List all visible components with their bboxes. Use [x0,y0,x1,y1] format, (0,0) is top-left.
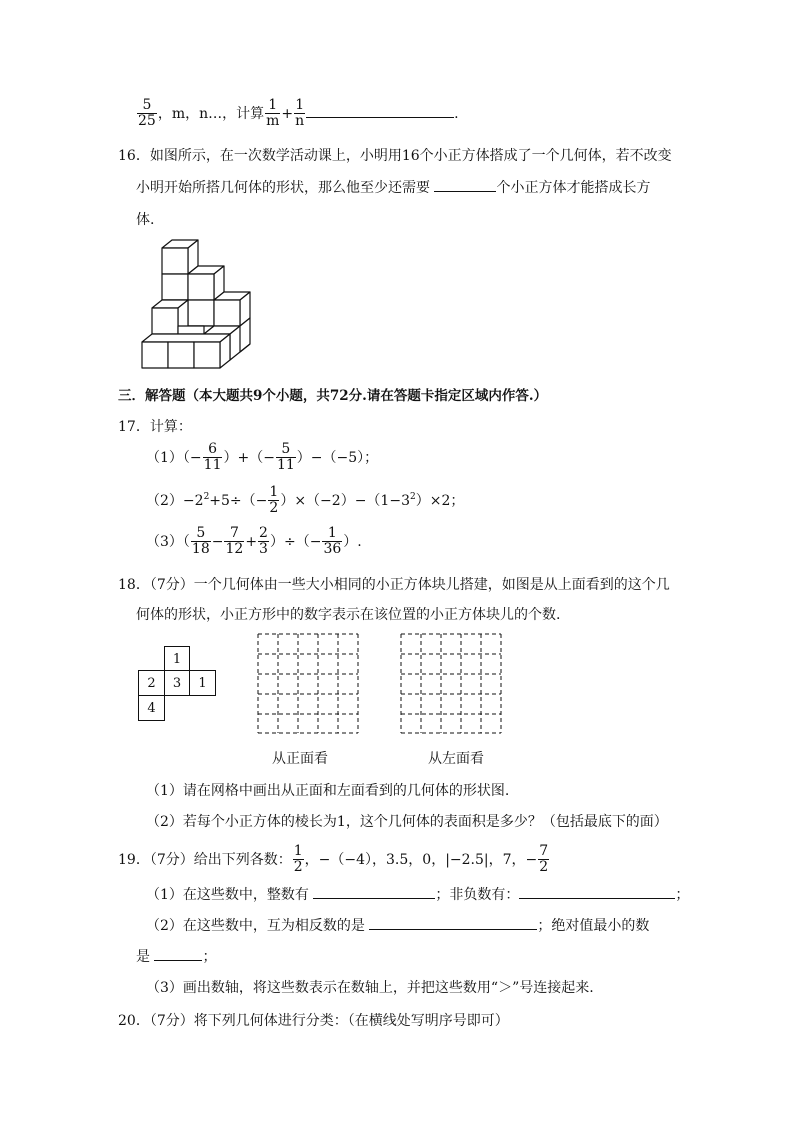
left-view-label: 从左面看 [428,751,484,767]
q19-sub1: （1）在这些数中，整数有 ；非负数有： ； [146,887,690,903]
fraction: $\frac{5}{11}$ [276,441,295,474]
fraction: $\frac{1}{n}$ [295,97,305,130]
q17-title: 17．计算： [118,419,192,435]
q19-line1: 19．（7分）给出下列各数： $\frac{1}{2}$ ，−（−4），3.5，0，|−2.5|，7，− $\frac{7}{2}$ [118,843,549,876]
nonnegative-answer-blank[interactable] [519,898,675,899]
q20-line1: 20．（7分）将下列几何体进行分类：（在横线处写明序号即可） [118,1013,509,1029]
fraction: $\frac{7}{2}$ [539,843,549,876]
fraction: $\frac{5}{18}$ [191,525,210,558]
q17-part1: （1）（− $\frac{6}{11}$ ）+（− $\frac{5}{11}$ ）−（−5）； [146,441,379,474]
fraction: $\frac{5}{25}$ [138,97,156,130]
q17-part2: $(2)-2^2+5\div(-$ $\frac{1}{2}$ ）$\times(-2)-(1-3^2)\times 2$； [146,484,465,517]
fraction: $\frac{2}{3}$ [259,525,268,558]
q19-sub3: （3）画出数轴，将这些数表示在数轴上，并把这些数用“＞”号连接起来. [146,980,594,996]
fraction: $\frac{1}{m}$ [266,97,280,130]
top-view-cell: 3 [164,670,190,696]
top-view-cell: 2 [138,670,165,696]
q18-line2: 何体的形状，小正方形中的数字表示在该位置的小正方体块儿的个数. [136,607,561,623]
q18-line1: 18．（7分）一个几何体由一些大小相同的小正方体块儿搭建，如图是从上面看到的这个几 [118,577,670,593]
section-3-heading: 三．解答题（本大题共9个小题，共72分.请在答题卡指定区域内作答.） [118,388,548,404]
top-view-cell: 1 [189,670,216,696]
top-view-cell: 4 [138,695,165,721]
q19-sub2-cont: 是 ； [136,949,217,965]
q18-sub1: （1）请在网格中画出从正面和左面看到的几何体的形状图. [146,783,510,799]
front-view-answer-grid[interactable] [258,634,360,734]
left-view-answer-grid[interactable] [401,634,503,734]
front-view-label: 从正面看 [272,751,328,767]
opposites-answer-blank[interactable] [369,929,537,930]
fraction: $\frac{1}{36}$ [323,525,342,558]
q16-line2: 小明开始所搭几何体的形状，那么他至少还需要 个小正方体才能搭成长方 [136,180,651,196]
fraction: $\frac{1}{2}$ [269,484,279,517]
fraction: $\frac{7}{12}$ [225,525,244,558]
q16-line1: 16．如图所示，在一次数学活动课上，小明用16个小正方体搭成了一个几何体，若不改变 [118,148,672,164]
min-abs-answer-blank[interactable] [154,960,202,961]
fraction: $\frac{6}{11}$ [203,441,222,474]
q18-sub2: （2）若每个小正方体的棱长为1，这个几何体的表面积是多少？（包括最底下的面） [146,814,668,830]
fraction: $\frac{1}{2}$ [293,843,303,876]
q15-tail: $\frac{5}{25}$ ，m，n…，计算 $\frac{1}{m}$ + $\frac{1}{n}$ . [138,97,459,130]
integers-answer-blank[interactable] [313,898,435,899]
q19-sub2: （2）在这些数中，互为相反数的是 ；绝对值最小的数 [146,918,650,934]
top-view-cell: 1 [164,646,190,671]
q17-part3: （3）（ $\frac{5}{18}$ − $\frac{7}{12}$ + $\frac{2}{3}$ ）÷（− $\frac{1}{36}$ ）. [146,525,362,558]
q16-line3: 体. [136,212,155,228]
